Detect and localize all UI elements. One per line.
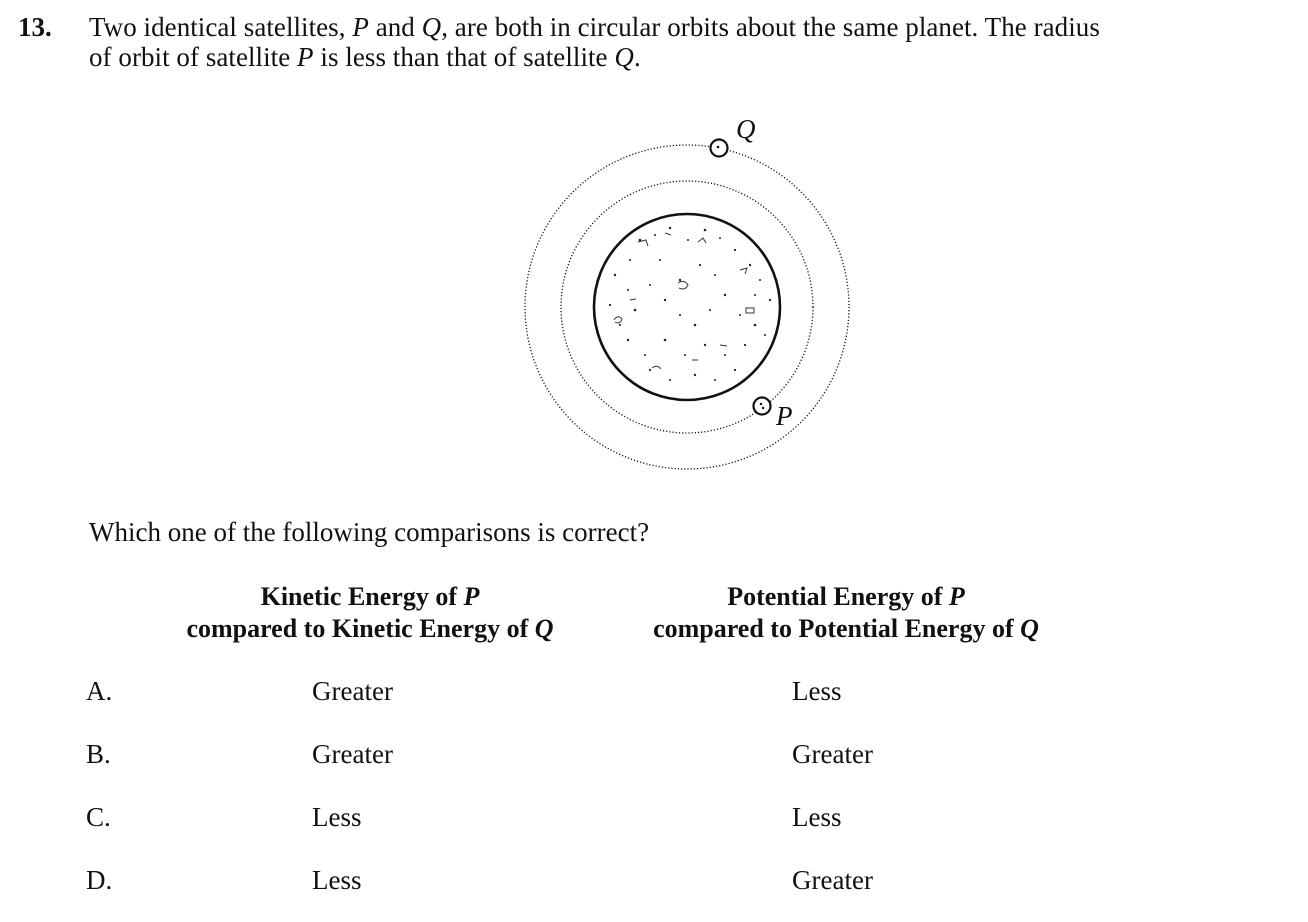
option-letter: C.	[86, 802, 111, 832]
option-kinetic: Less	[312, 802, 362, 832]
kinetic-header-line-1: Kinetic Energy of P	[260, 582, 480, 611]
option-letter: A.	[86, 676, 113, 706]
column-header-kinetic	[160, 581, 580, 645]
option-row-c[interactable]	[0, 800, 1308, 834]
option-row-a[interactable]	[0, 674, 1308, 708]
planet	[594, 214, 780, 400]
label-p: P	[776, 401, 793, 431]
option-potential: Greater	[792, 739, 873, 769]
column-header-potential	[624, 581, 1068, 645]
potential-header-line-1: Potential Energy of P	[727, 582, 965, 611]
option-kinetic: Greater	[312, 739, 393, 769]
stem-line-2	[89, 42, 1299, 72]
option-potential: Greater	[792, 865, 873, 895]
option-potential: Less	[792, 802, 842, 832]
kinetic-header-line-2: compared to Kinetic Energy of Q	[186, 614, 554, 643]
var-q: Q	[614, 42, 634, 72]
stem-text: is less than that of satellite	[313, 42, 615, 72]
stem-text: , are both in circular orbits about the same planet. The radius	[441, 12, 1100, 42]
var-p: P	[297, 42, 314, 72]
var-q: Q	[421, 12, 442, 42]
stem-line-1	[89, 12, 1299, 42]
option-kinetic: Less	[312, 865, 362, 895]
stem-text: and	[368, 12, 422, 42]
orbit-diagram	[510, 100, 870, 480]
stem-text: of orbit of satellite	[89, 42, 298, 72]
question-stem	[89, 12, 1299, 72]
option-kinetic: Greater	[312, 676, 393, 706]
option-potential: Less	[792, 676, 842, 706]
satellite-p	[754, 398, 771, 415]
satellite-q	[711, 140, 728, 157]
potential-header-line-2: compared to Potential Energy of Q	[653, 614, 1039, 643]
var-p: P	[352, 12, 369, 42]
question-prompt: Which one of the following comparisons is correct?	[89, 517, 650, 547]
stem-text: Two identical satellites,	[89, 12, 353, 42]
option-letter: B.	[86, 739, 111, 769]
option-row-b[interactable]	[0, 737, 1308, 771]
stem-text: .	[633, 42, 641, 72]
option-row-d[interactable]	[0, 863, 1308, 897]
option-letter: D.	[86, 865, 113, 895]
question-number: 13.	[18, 12, 52, 42]
label-q: Q	[736, 114, 756, 144]
